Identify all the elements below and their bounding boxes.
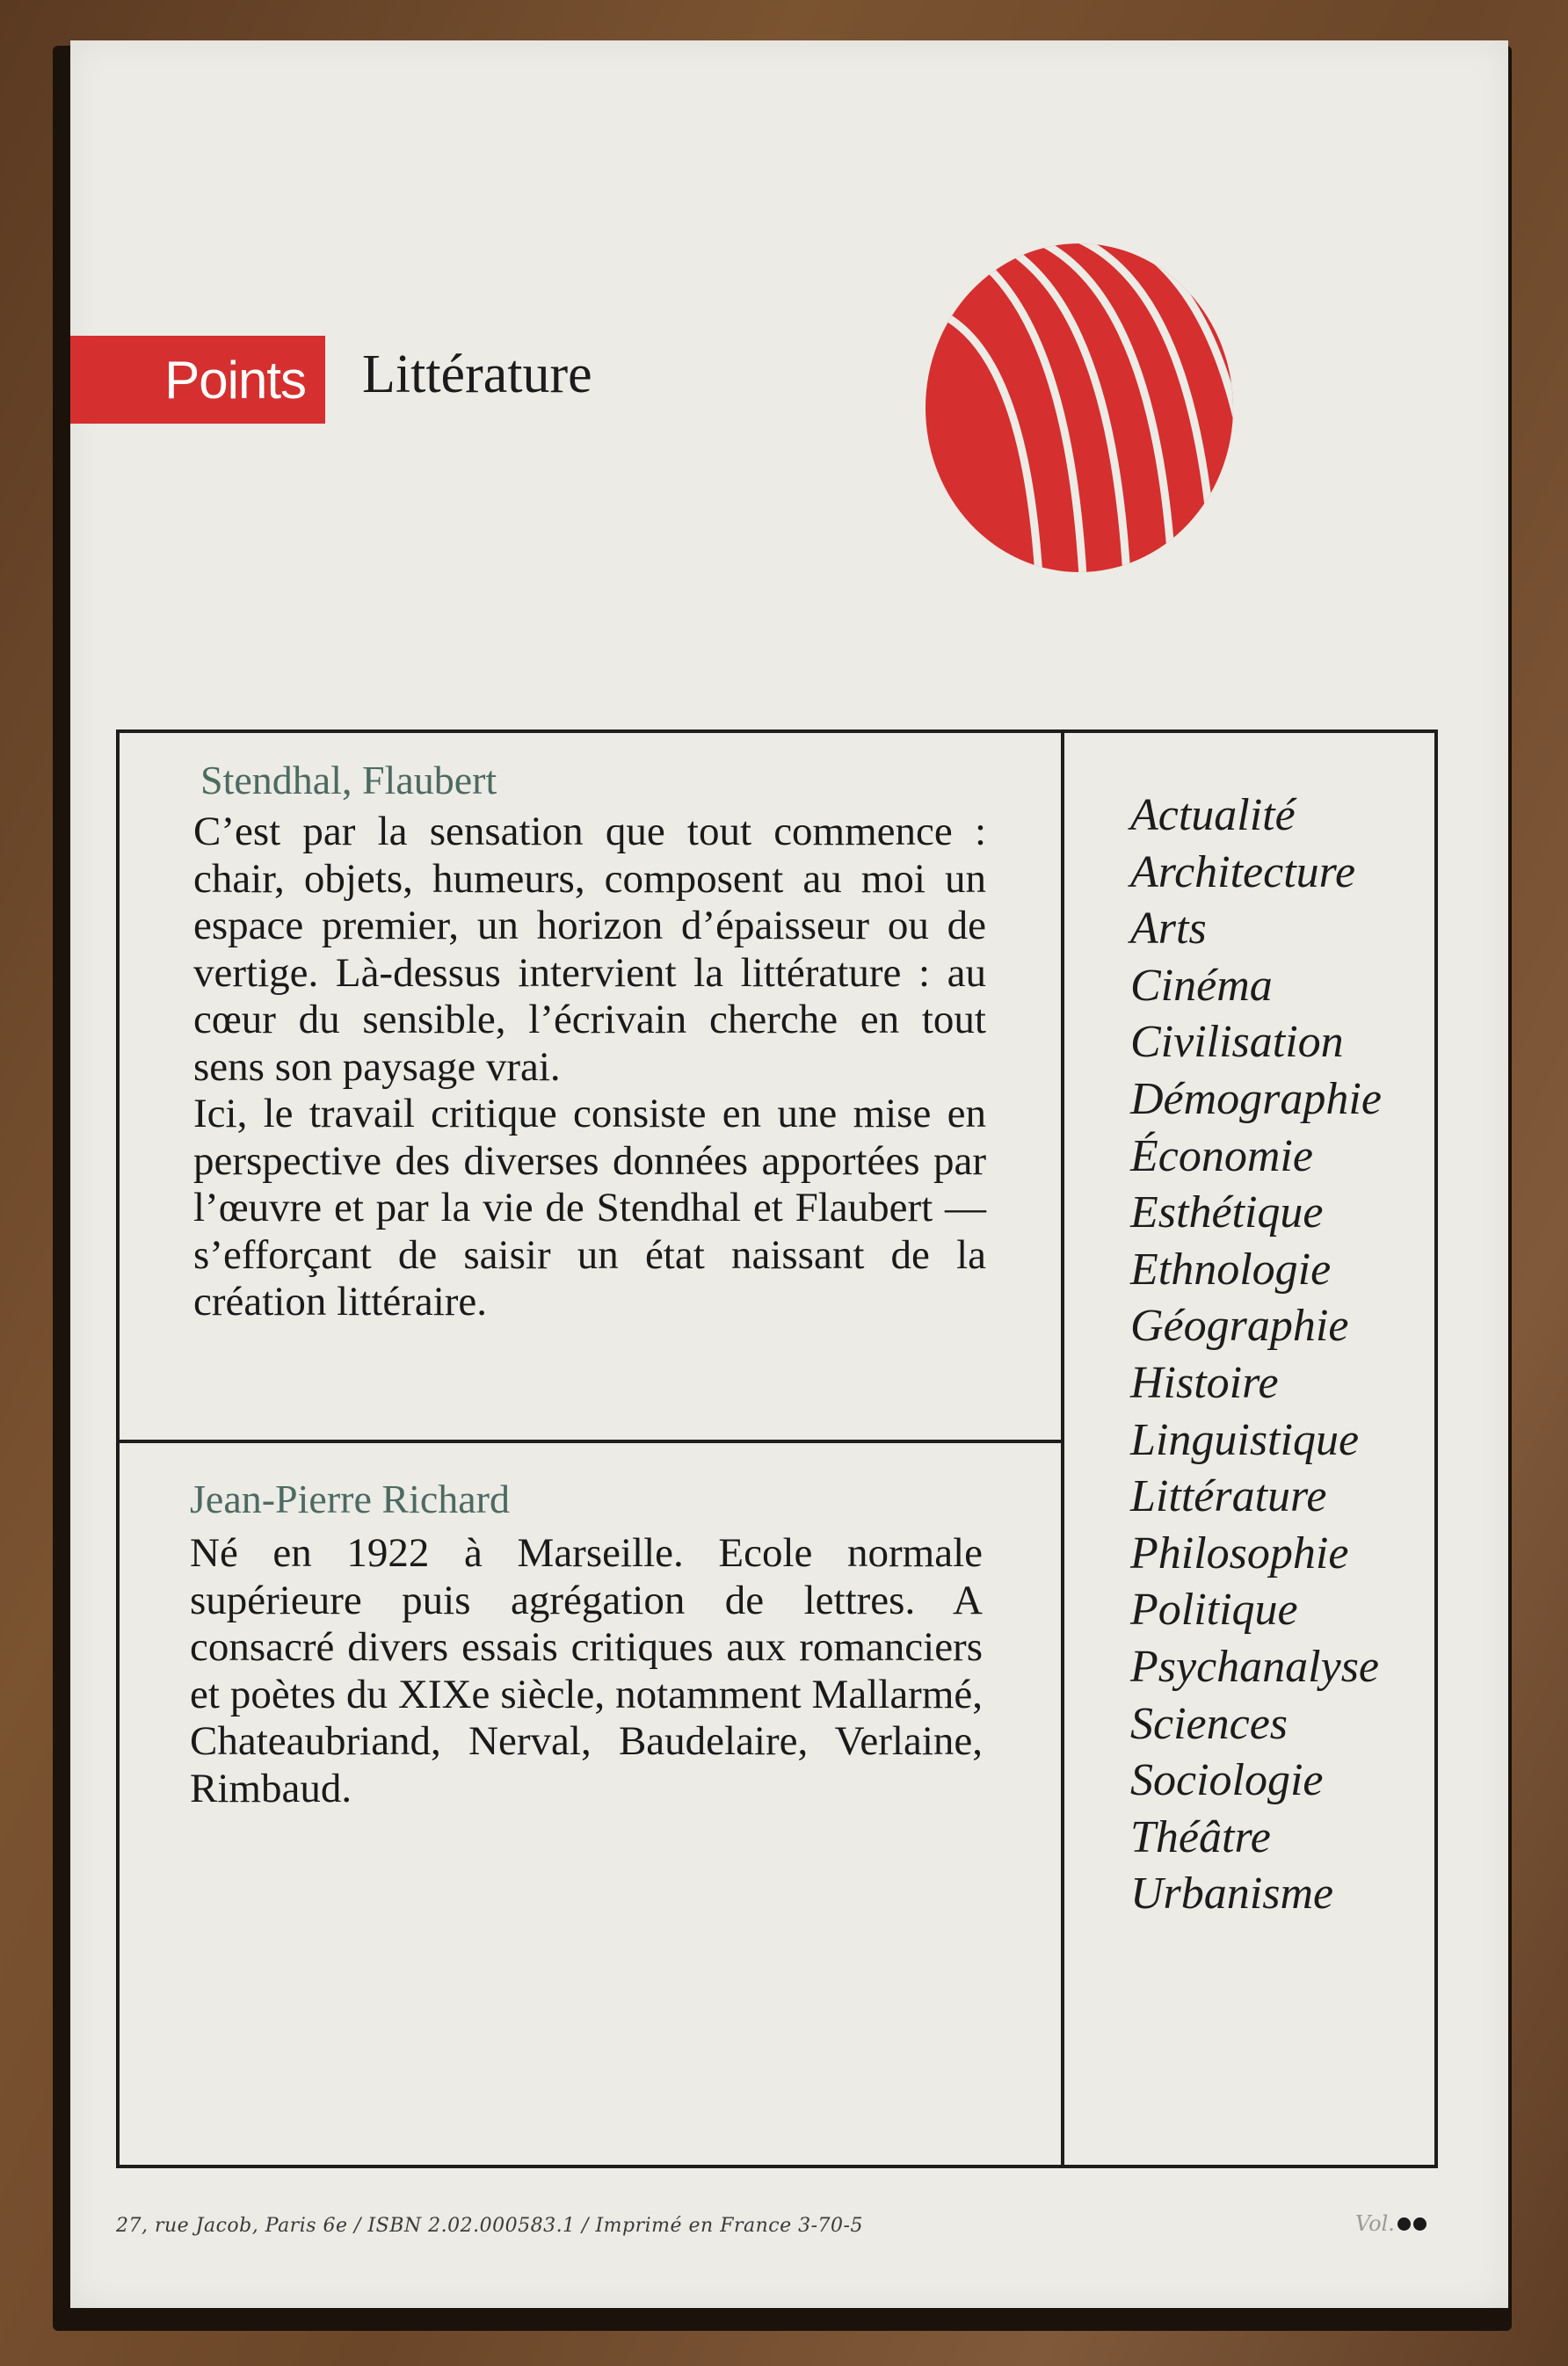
frame-divider-horizontal: [116, 1440, 1064, 1443]
subject-item: Actualité: [1130, 790, 1296, 840]
subject-list: [1130, 787, 1420, 1923]
subject-item: Arts: [1130, 904, 1207, 954]
description-paragraph: C’est par la sensation que tout commence : chair, objets, humeurs, composent au moi un espace premier, un horizon d’épaisseur ou de vertige. Là-dessus intervient la littérature : au cœur du sensible, l’écrivain cherche en tout sens son paysage vrai.: [193, 809, 986, 1090]
subject-item: Géographie: [1130, 1301, 1349, 1352]
subject-item: Urbanisme: [1130, 1869, 1334, 1920]
frame-divider-vertical: [1061, 729, 1064, 2168]
description-paragraph: Ici, le travail critique consiste en une mise en perspective des diverses données apportées par l’œuvre et par la vie de Stendhal et Flaubert — s’efforçant de saisir un état naissant de la création littéraire.: [193, 1091, 986, 1325]
subject-item: Cinéma: [1130, 960, 1273, 1011]
book-description: [193, 809, 986, 1326]
points-logo-icon: [925, 243, 1234, 573]
subject-item: Architecture: [1130, 846, 1356, 897]
subject-item: Politique: [1130, 1585, 1298, 1636]
volume-label: Vol.: [1355, 2211, 1395, 2236]
author-name: Jean-Pierre Richard: [190, 1477, 511, 1521]
imprint-line: 27, rue Jacob, Paris 6e / ISBN 2.02.000583.1 / Imprimé en France 3-70-5: [116, 2215, 863, 2237]
book-title: Stendhal, Flaubert: [200, 758, 497, 802]
subject-item: Psychanalyse: [1130, 1641, 1380, 1692]
subject-item: Économie: [1130, 1130, 1313, 1181]
volume-dot-icon: [1397, 2217, 1411, 2231]
subject-item: Philosophie: [1130, 1528, 1349, 1579]
subject-item: Esthétique: [1130, 1187, 1324, 1238]
collection-title: Littérature: [362, 345, 592, 404]
book-back-cover: [70, 40, 1508, 2308]
points-badge-label: Points: [164, 350, 306, 410]
subject-item: Linguistique: [1130, 1414, 1360, 1465]
volume-marker: [1355, 2211, 1426, 2236]
subject-item: Sciences: [1130, 1698, 1289, 1749]
subject-item: Sociologie: [1130, 1755, 1324, 1806]
author-bio: Né en 1922 à Marseille. Ecole normale supérieure puis agrégation de lettres. A consacré divers essais critiques aux romanciers et poètes du XIXe siècle, notamment Mallarmé, Chateaubriand, Nerval, Baudelaire, Verlaine, Rimbaud.: [190, 1530, 983, 1811]
subject-item: Théâtre: [1130, 1811, 1271, 1862]
subject-item: Civilisation: [1130, 1017, 1344, 1068]
subject-item: Démographie: [1130, 1073, 1382, 1124]
subject-item: Histoire: [1130, 1357, 1279, 1408]
volume-dot-icon: [1413, 2217, 1426, 2231]
subject-item: Littérature: [1130, 1471, 1327, 1522]
points-badge: [70, 336, 325, 424]
subject-item: Ethnologie: [1130, 1244, 1332, 1295]
